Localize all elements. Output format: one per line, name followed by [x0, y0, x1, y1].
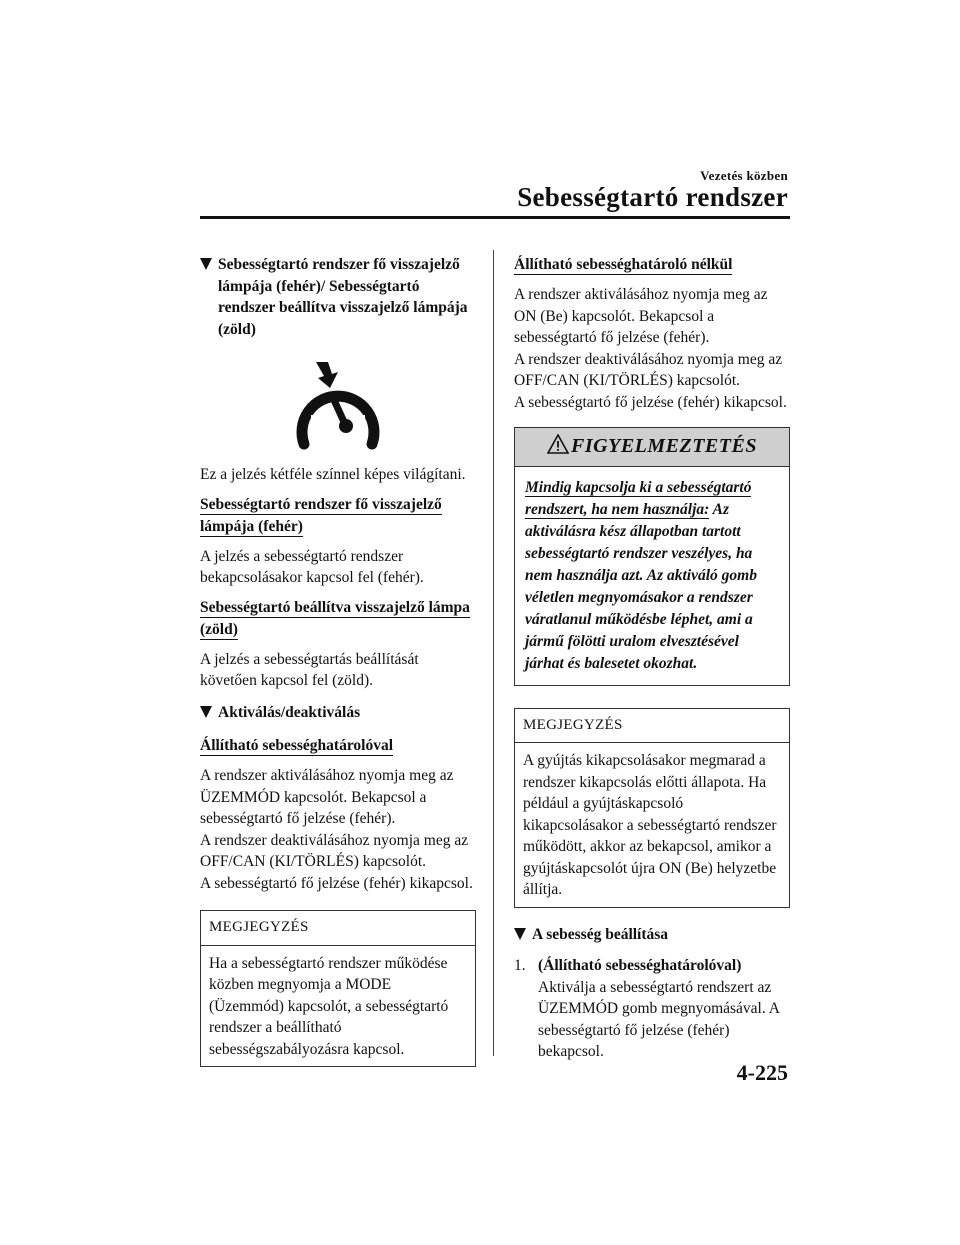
warning-title: FIGYELMEZTETÉS: [571, 435, 757, 457]
header-rule: [200, 216, 790, 219]
paragraph: A sebességtartó fő jelzése (fehér) kikapcsol.: [514, 393, 787, 411]
list-item: [514, 955, 790, 1063]
triangle-bullet-icon: [200, 258, 212, 270]
subheading-set-indicator: [200, 597, 476, 641]
note-title: MEGJEGYZÉS: [201, 911, 475, 946]
header-section-label: Vezetés közben: [700, 168, 788, 183]
cruise-control-indicator-icon: [200, 360, 476, 458]
section-heading-activation: [200, 702, 476, 724]
subheading-text: Sebességtartó beállítva visszajelző lámpa (zöld): [200, 598, 470, 638]
note-title: MEGJEGYZÉS: [515, 709, 789, 744]
paragraph: A rendszer aktiválásához nyomja meg az ÜZEMMÓD kapcsolót. Bekapcsol a sebességtartó fő jelzése (fehér).: [200, 767, 454, 827]
list-number: 1.: [514, 957, 526, 974]
list-item-title: (Állítható sebességhatárolóval): [538, 957, 742, 974]
column-divider: [493, 250, 494, 1056]
section-heading-speed: [514, 924, 790, 946]
warning-text: Az aktiválásra kész állapotban tartott sebességtartó rendszer veszélyes, ha nem használja azt. Az aktiváló gomb véletlen megnyomásakor a rendszer váratlanul működésbe léphet, ami a jármű fölötti uralom elvesztésével járhat és balesetet okozhat.: [525, 500, 757, 672]
paragraph: A rendszer deaktiválásához nyomja meg az OFF/CAN (KI/TÖRLÉS) kapcsolót.: [200, 831, 469, 870]
paragraph: A rendszer deaktiválásához nyomja meg az OFF/CAN (KI/TÖRLÉS) kapcsolót.: [514, 350, 783, 389]
subheading-without-limiter: [514, 254, 790, 276]
paragraph: A jelzés a sebességtartás beállítását követően kapcsol fel (zöld).: [200, 650, 419, 689]
subheading-text: Sebességtartó rendszer fő visszajelző lámpája (fehér): [200, 495, 442, 535]
paragraph: A jelzés a sebességtartó rendszer bekapcsolásakor kapcsol fel (fehér).: [200, 547, 424, 586]
warning-header: [515, 428, 789, 467]
page-number: 4-225: [736, 1060, 788, 1085]
paragraph: A rendszer aktiválásához nyomja meg az ON (Be) kapcsolót. Bekapcsol a sebességtartó fő jelzése (fehér).: [514, 286, 768, 346]
intro-text: Ez a jelzés kétféle színnel képes világítani.: [200, 466, 466, 483]
subheading-main-indicator: [200, 494, 476, 538]
subheading-with-limiter: [200, 735, 476, 757]
section-heading-text: Sebességtartó rendszer fő visszajelző lámpája (fehér)/ Sebességtartó rendszer beállítva visszajelző lámpája (zöld): [218, 256, 468, 338]
warning-lead: Mindig kapcsolja ki a sebességtartó rendszert, ha nem használja:: [525, 478, 752, 518]
triangle-bullet-icon: [200, 706, 212, 718]
warning-triangle-icon: [547, 434, 569, 454]
section-heading-indicator: [200, 254, 476, 340]
note-text: A gyújtás kikapcsolásakor megmarad a rendszer kikapcsolás előtti állapota. Ha például a gyújtáskapcsoló kikapcsolásakor a sebességtartó rendszer működött, akkor az bekapcsol, amikor a gyújtáskapcsolót újra ON (Be) helyzetbe állítja.: [523, 752, 777, 898]
subheading-text: Állítható sebességhatárolóval: [200, 737, 394, 754]
left-column: [200, 254, 476, 1067]
warning-box: [514, 427, 790, 686]
note-box: [200, 910, 476, 1067]
subheading-text: Állítható sebességhatároló nélkül: [514, 256, 733, 273]
paragraph: A sebességtartó fő jelzése (fehér) kikapcsol.: [200, 874, 473, 892]
list-item-text: Aktiválja a sebességtartó rendszert az ÜZEMMÓD gomb megnyomásával. A sebességtartó fő jelzése (fehér) bekapcsol.: [538, 978, 780, 1060]
section-heading-text: Aktiválás/deaktiválás: [218, 703, 361, 721]
triangle-bullet-icon: [514, 928, 526, 940]
note-text: Ha a sebességtartó rendszer működése közben megnyomja a MODE (Üzemmód) kapcsolót, a sebességtartó rendszer a beállítható sebességszabályozásra kapcsol.: [209, 954, 449, 1058]
right-column: [514, 254, 790, 1063]
section-heading-text: A sebesség beállítása: [532, 925, 669, 943]
page-title: Sebességtartó rendszer: [517, 182, 788, 212]
warning-body: [515, 467, 789, 685]
note-box: [514, 708, 790, 908]
